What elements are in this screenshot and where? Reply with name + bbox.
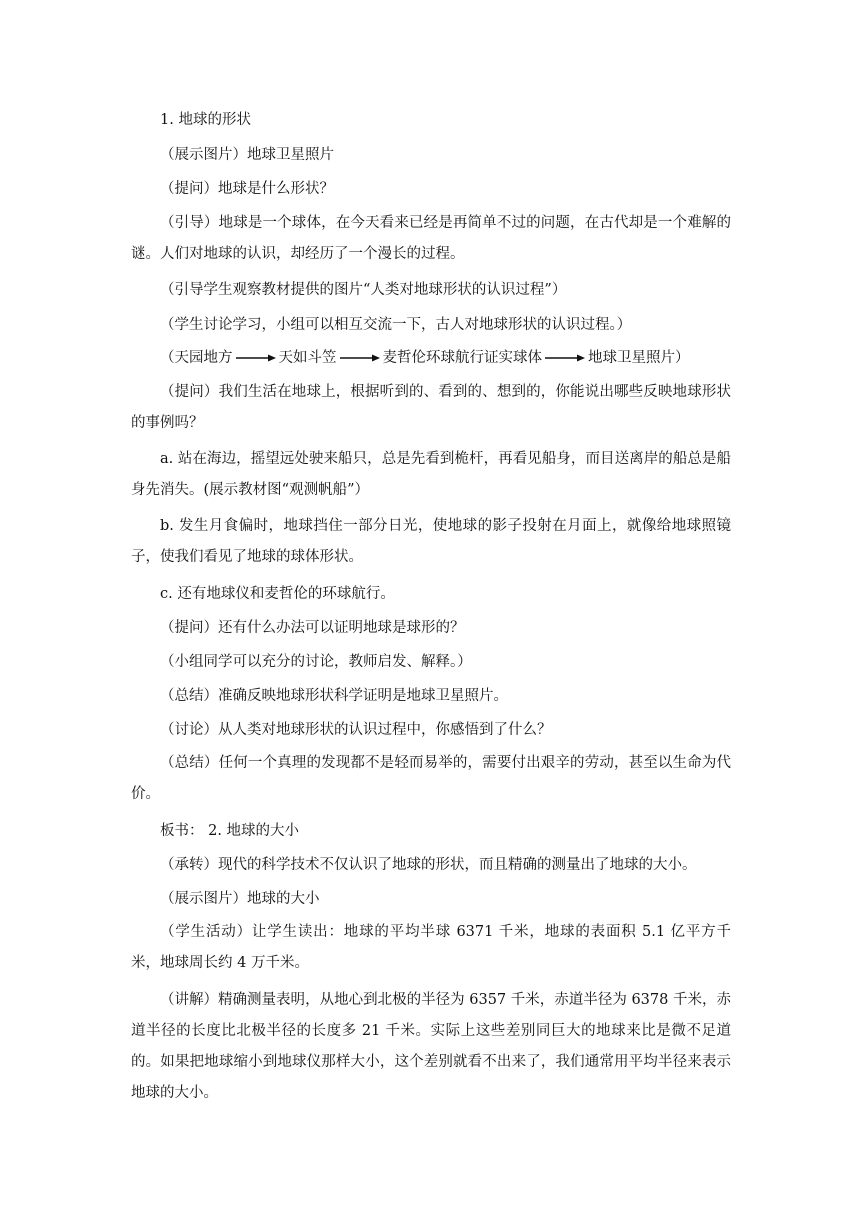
paragraph: （学生活动）让学生读出：地球的平均半球 6371 千米，地球的表面积 5.1 亿平方千米，地球周长约 4 万千米。 <box>131 924 731 971</box>
right-arrow-icon <box>545 353 585 363</box>
paragraph: （提问）还有什么办法可以证明地球是球形的？ <box>160 620 465 636</box>
paragraph: （引导）地球是一个球体，在今天看来已经是再简单不过的问题，在古代却是一个难解的谜。人们对地球的认识，却经历了一个漫长的过程。 <box>131 215 731 262</box>
paragraph: （展示图片）地球卫星照片 <box>160 147 334 163</box>
flow-step-1: （天园地方 <box>160 350 233 366</box>
paragraph: （引导学生观察教材提供的图片“人类对地球形状的认识过程”） <box>160 282 567 298</box>
paragraph: （学生讨论学习，小组可以相互交流一下，古人对地球形状的认识过程。） <box>160 317 632 333</box>
flow-step-2: 天如斗笠 <box>278 350 337 366</box>
paragraph: （总结）任何一个真理的发现都不是轻而易举的，需要付出艰辛的劳动，甚至以生命为代价。 <box>131 755 731 802</box>
paragraph: （提问）地球是什么形状？ <box>160 181 334 197</box>
right-arrow-icon <box>340 353 380 363</box>
paragraph: （展示图片）地球的大小 <box>160 891 320 907</box>
list-item-c: c. 还有地球仪和麦哲伦的环球航行。 <box>160 586 395 602</box>
paragraph: （讨论）从人类对地球形状的认识过程中，你感悟到了什么？ <box>160 722 552 738</box>
flow-step-4: 地球卫星照片） <box>588 350 690 366</box>
paragraph: （总结）准确反映地球形状科学证明是地球卫星照片。 <box>160 688 508 704</box>
flow-step-3: 麦哲伦环球航行证实球体 <box>382 350 542 366</box>
paragraph: （提问）我们生活在地球上，根据听到的、看到的、想到的，你能说出哪些反映地球形状的事例吗？ <box>131 384 731 431</box>
list-item-b: b. 发生月食偏时，地球挡住一部分日光，使地球的影子投射在月面上，就像给地球照镜子，使我们看见了地球的球体形状。 <box>131 518 731 565</box>
paragraph: （讲解）精确测量表明，从地心到北极的半径为 6357 千米，赤道半径为 6378 千米，赤道半径的长度比北极半径的长度多 21 千米。实际上这些差别同巨大的地球来比是微不足道的。如果把地球缩小到地球仪那样大小，这个差别就看不出来了，我们通常用平均半径来表示地球的大小。 <box>131 992 731 1101</box>
heading-earth-size: 板书： 2. 地球的大小 <box>160 823 300 839</box>
paragraph: （小组同学可以充分的讨论，教师启发、解释。） <box>160 654 472 670</box>
right-arrow-icon <box>236 353 276 363</box>
heading-earth-shape: 1. 地球的形状 <box>160 112 251 128</box>
shape-cognition-flow <box>131 343 731 374</box>
paragraph: （承转）现代的科学技术不仅认识了地球的形状，而且精确的测量出了地球的大小。 <box>160 857 697 873</box>
list-item-a: a. 站在海边，摇望远处驶来船只，总是先看到桅杆，再看见船身，而目送离岸的船总是船身先消失。(展示教材图“观测帆船”） <box>131 451 731 498</box>
